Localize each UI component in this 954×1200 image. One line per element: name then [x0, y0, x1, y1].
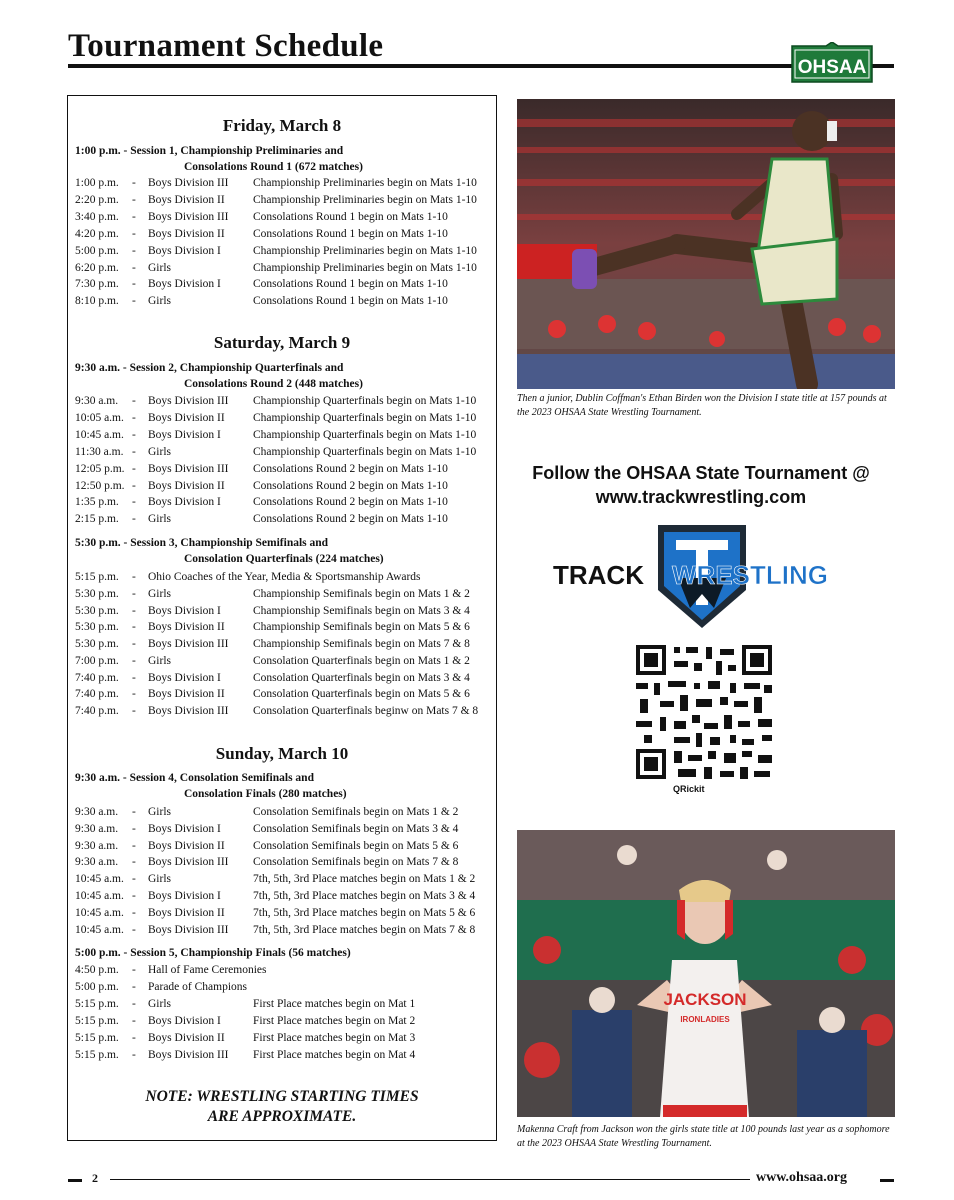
row-division: Boys Division III — [148, 177, 229, 189]
row-dash: - — [132, 462, 136, 475]
title-rule — [68, 64, 894, 68]
row-time: 9:30 a.m. — [75, 806, 119, 818]
wrestler-photo-2 — [517, 830, 895, 1117]
row-description: Consolation Semifinals begin on Mats 1 & 2 — [253, 806, 459, 818]
row-division: Girls — [148, 445, 171, 458]
row-division: Boys Division I — [148, 671, 221, 684]
row-description: Consolation Semifinals begin on Mats 5 & 6 — [253, 839, 459, 852]
row-description: Consolation Quarterfinals begin on Mats 1 & 2 — [253, 654, 470, 667]
row-division: Boys Division I — [148, 890, 221, 902]
row-division: Boys Division III — [148, 210, 229, 223]
row-time: 9:30 a.m. — [75, 395, 119, 407]
row-division: Boys Division I — [148, 1014, 221, 1027]
singlet-text-jackson: JACKSON — [663, 990, 747, 1009]
row-division: Boys Division I — [148, 278, 221, 291]
row-division: Boys Division II — [148, 193, 225, 206]
row-division: Ohio Coaches of the Year, Media & Sportsmanship Awards — [148, 571, 421, 583]
row-description: Championship Quarterfinals begin on Mats 1-10 — [253, 411, 477, 424]
row-time: 4:20 p.m. — [75, 227, 119, 240]
row-division: Boys Division II — [148, 479, 225, 492]
row-dash: - — [132, 587, 136, 600]
singlet-text-ironladies: IRONLADIES — [680, 1015, 730, 1024]
row-time: 5:00 p.m. — [75, 980, 119, 993]
row-description: Consolations Round 2 begin on Mats 1-10 — [253, 513, 448, 526]
row-division: Girls — [148, 806, 171, 818]
row-dash: - — [132, 278, 136, 291]
row-description: 7th, 5th, 3rd Place matches begin on Mats 3 & 4 — [253, 890, 476, 902]
qr-code[interactable] — [634, 643, 774, 781]
photo-1-caption: Then a junior, Dublin Coffman's Ethan Birden won the Division I state title at 157 pounds at the 2023 OHSAA State Wrestling Tournament. — [517, 393, 887, 418]
row-time: 7:40 p.m. — [75, 671, 119, 684]
row-dash: - — [132, 1031, 136, 1044]
row-dash: - — [132, 428, 136, 441]
row-description: Championship Semifinals begin on Mats 7 & 8 — [253, 638, 470, 650]
row-dash: - — [132, 906, 136, 919]
row-division: Boys Division II — [148, 1031, 225, 1044]
row-time: 1:35 p.m. — [75, 496, 119, 509]
row-division: Boys Division II — [148, 411, 225, 424]
row-time: 7:30 p.m. — [75, 278, 119, 291]
row-division: Boys Division II — [148, 839, 225, 852]
row-division: Parade of Champions — [148, 980, 248, 993]
footer-url[interactable]: www.ohsaa.org — [756, 1170, 848, 1185]
row-division: Girls — [148, 587, 171, 600]
row-time: 5:00 p.m. — [75, 244, 119, 257]
row-division: Girls — [148, 261, 171, 274]
row-time: 2:20 p.m. — [75, 193, 119, 206]
follow-line-2[interactable]: www.trackwrestling.com — [595, 487, 807, 507]
ohsaa-logo — [786, 42, 878, 88]
row-time: 10:45 a.m. — [75, 873, 124, 886]
trackwrestling-logo — [548, 520, 860, 632]
row-division: Boys Division III — [148, 923, 229, 936]
day-heading-friday: Friday, March 8 — [222, 116, 342, 135]
row-time: 5:30 p.m. — [75, 638, 119, 650]
row-time: 7:40 p.m. — [75, 688, 119, 701]
row-dash: - — [132, 964, 136, 976]
row-time: 5:30 p.m. — [75, 604, 119, 617]
row-time: 5:15 p.m. — [75, 1014, 119, 1027]
row-division: Boys Division II — [148, 227, 225, 240]
row-division: Girls — [148, 654, 171, 667]
row-dash: - — [132, 890, 136, 902]
row-dash: - — [132, 571, 136, 583]
row-time: 9:30 a.m. — [75, 839, 119, 852]
row-dash: - — [132, 411, 136, 424]
row-time: 9:30 a.m. — [75, 856, 119, 869]
session-5-line-1: 5:00 p.m. - Session 5, Championship Finals (56 matches) — [75, 947, 351, 959]
photo-2-caption: Makenna Craft from Jackson won the girls state title at 100 pounds last year as a sophomore at the 2023 OHSAA State Wrestling Tournament. — [517, 1124, 890, 1149]
row-time: 7:40 p.m. — [75, 705, 119, 717]
row-time: 2:15 p.m. — [75, 513, 119, 526]
row-time: 10:05 a.m. — [75, 411, 124, 424]
row-dash: - — [132, 997, 136, 1010]
row-dash: - — [132, 839, 136, 852]
note-line-1: NOTE: WRESTLING STARTING TIMES — [145, 1088, 419, 1105]
row-time: 12:50 p.m. — [75, 479, 125, 492]
day-heading-sunday: Sunday, March 10 — [215, 744, 349, 763]
session-2-line-1: 9:30 a.m. - Session 2, Championship Quarterfinals and — [75, 362, 344, 374]
session-3-line-2: Consolation Quarterfinals (224 matches) — [184, 553, 384, 565]
row-dash: - — [132, 244, 136, 257]
row-division: Boys Division II — [148, 906, 225, 919]
day-heading-saturday: Saturday, March 9 — [213, 333, 351, 352]
row-dash: - — [132, 688, 136, 701]
row-dash: - — [132, 193, 136, 206]
row-description: Consolation Semifinals begin on Mats 3 & 4 — [253, 822, 459, 835]
row-description: Consolations Round 1 begin on Mats 1-10 — [253, 278, 448, 291]
row-description: Consolation Quarterfinals begin on Mats 5 & 6 — [253, 688, 470, 701]
row-dash: - — [132, 445, 136, 458]
row-description: Consolations Round 1 begin on Mats 1-10 — [253, 227, 448, 240]
row-dash: - — [132, 261, 136, 274]
footer-rule-right — [880, 1179, 894, 1182]
row-dash: - — [132, 923, 136, 936]
page-number: 2 — [92, 1171, 98, 1185]
row-dash: - — [132, 210, 136, 223]
row-dash: - — [132, 873, 136, 886]
row-dash: - — [132, 1048, 136, 1061]
row-division: Boys Division III — [148, 856, 229, 869]
row-description: Championship Quarterfinals begin on Mats 1-10 — [253, 445, 477, 458]
row-description: Championship Quarterfinals begin on Mats 1-10 — [253, 428, 477, 441]
ohsaa-logo-text: OHSAA — [797, 57, 867, 78]
row-division: Boys Division III — [148, 395, 229, 407]
row-division: Boys Division I — [148, 244, 221, 257]
row-description: Consolation Semifinals begin on Mats 7 & 8 — [253, 856, 459, 869]
row-description: Consolation Quarterfinals beginw on Mats 7 & 8 — [253, 705, 479, 717]
row-time: 5:15 p.m. — [75, 571, 119, 583]
row-description: Championship Preliminaries begin on Mats 1-10 — [253, 244, 477, 257]
row-time: 10:45 a.m. — [75, 890, 124, 902]
row-description: Championship Preliminaries begin on Mats 1-10 — [253, 193, 477, 206]
row-division: Boys Division I — [148, 428, 221, 441]
row-time: 8:10 p.m. — [75, 295, 119, 308]
row-dash: - — [132, 395, 136, 407]
row-time: 10:45 a.m. — [75, 923, 124, 936]
row-division: Boys Division I — [148, 604, 221, 617]
follow-line-1: Follow the OHSAA State Tournament @ — [532, 463, 870, 483]
row-time: 5:30 p.m. — [75, 587, 119, 600]
row-division: Boys Division I — [148, 496, 221, 509]
row-division: Girls — [148, 873, 171, 886]
row-dash: - — [132, 621, 136, 634]
row-time: 12:05 p.m. — [75, 462, 125, 475]
row-description: Consolations Round 1 begin on Mats 1-10 — [253, 295, 448, 308]
session-4-line-1: 9:30 a.m. - Session 4, Consolation Semifinals and — [75, 772, 314, 784]
row-description: Consolations Round 2 begin on Mats 1-10 — [253, 462, 448, 475]
row-time: 5:30 p.m. — [75, 621, 119, 634]
row-dash: - — [132, 1014, 136, 1027]
row-dash: - — [132, 496, 136, 509]
qr-label: QRickit — [673, 784, 705, 794]
row-description: First Place matches begin on Mat 3 — [253, 1031, 416, 1044]
row-dash: - — [132, 295, 136, 308]
row-description: 7th, 5th, 3rd Place matches begin on Mats 5 & 6 — [253, 906, 476, 919]
footer-rule-left — [68, 1179, 82, 1182]
row-description: Championship Preliminaries begin on Mats 1-10 — [253, 261, 477, 274]
row-division: Girls — [148, 997, 171, 1010]
session-2-line-2: Consolations Round 2 (448 matches) — [184, 378, 363, 390]
row-dash: - — [132, 177, 136, 189]
row-description: Consolations Round 2 begin on Mats 1-10 — [253, 496, 448, 509]
row-dash: - — [132, 980, 136, 993]
row-time: 7:00 p.m. — [75, 654, 119, 667]
session-3-line-1: 5:30 p.m. - Session 3, Championship Semifinals and — [75, 537, 329, 549]
row-time: 5:15 p.m. — [75, 997, 119, 1010]
row-time: 5:15 p.m. — [75, 1031, 119, 1044]
row-time: 10:45 a.m. — [75, 428, 124, 441]
footer-rule — [110, 1179, 750, 1180]
row-time: 3:40 p.m. — [75, 210, 119, 223]
row-time: 6:20 p.m. — [75, 261, 119, 274]
row-description: 7th, 5th, 3rd Place matches begin on Mats 1 & 2 — [253, 873, 476, 886]
row-dash: - — [132, 227, 136, 240]
row-time: 5:15 p.m. — [75, 1048, 119, 1061]
row-description: Consolation Quarterfinals begin on Mats 3 & 4 — [253, 671, 470, 684]
row-dash: - — [132, 822, 136, 835]
session-1-line-1: 1:00 p.m. - Session 1, Championship Preliminaries and — [75, 145, 344, 157]
row-division: Hall of Fame Ceremonies — [148, 964, 267, 976]
row-division: Boys Division II — [148, 688, 225, 701]
row-description: Championship Semifinals begin on Mats 1 & 2 — [253, 587, 470, 600]
row-description: Consolations Round 2 begin on Mats 1-10 — [253, 479, 448, 492]
row-division: Boys Division I — [148, 822, 221, 835]
row-description: First Place matches begin on Mat 4 — [253, 1048, 416, 1061]
row-description: Championship Semifinals begin on Mats 3 & 4 — [253, 604, 470, 617]
row-dash: - — [132, 654, 136, 667]
row-dash: - — [132, 856, 136, 869]
row-description: 7th, 5th, 3rd Place matches begin on Mats 7 & 8 — [253, 923, 476, 936]
row-description: Consolations Round 1 begin on Mats 1-10 — [253, 210, 448, 223]
row-division: Boys Division III — [148, 705, 229, 717]
row-time: 11:30 a.m. — [75, 445, 124, 458]
session-1-line-2: Consolations Round 1 (672 matches) — [184, 161, 363, 173]
row-division: Girls — [148, 513, 171, 526]
row-description: First Place matches begin on Mat 1 — [253, 997, 416, 1010]
row-division: Boys Division III — [148, 462, 229, 475]
row-dash: - — [132, 479, 136, 492]
row-description: First Place matches begin on Mat 2 — [253, 1014, 416, 1027]
row-division: Boys Division III — [148, 638, 229, 650]
row-dash: - — [132, 806, 136, 818]
page-title: Tournament Schedule — [68, 28, 384, 64]
row-time: 10:45 a.m. — [75, 906, 124, 919]
row-dash: - — [132, 604, 136, 617]
row-dash: - — [132, 638, 136, 650]
row-division: Girls — [148, 295, 171, 308]
row-time: 1:00 p.m. — [75, 177, 119, 189]
row-division: Boys Division II — [148, 621, 225, 634]
wrestler-photo-1 — [517, 99, 895, 389]
session-4-line-2: Consolation Finals (280 matches) — [184, 788, 347, 800]
row-description: Championship Preliminaries begin on Mats 1-10 — [253, 177, 477, 189]
row-description: Championship Quarterfinals begin on Mats 1-10 — [253, 395, 477, 407]
row-dash: - — [132, 513, 136, 526]
wrestling-wordmark: WRESTLING — [672, 560, 828, 590]
note-line-2: ARE APPROXIMATE. — [207, 1108, 357, 1125]
row-division: Boys Division III — [148, 1048, 229, 1061]
row-description: Championship Semifinals begin on Mats 5 & 6 — [253, 621, 470, 634]
track-wordmark: TRACK — [553, 560, 644, 590]
row-dash: - — [132, 705, 136, 717]
row-dash: - — [132, 671, 136, 684]
row-time: 4:50 p.m. — [75, 964, 119, 976]
row-time: 9:30 a.m. — [75, 822, 119, 835]
